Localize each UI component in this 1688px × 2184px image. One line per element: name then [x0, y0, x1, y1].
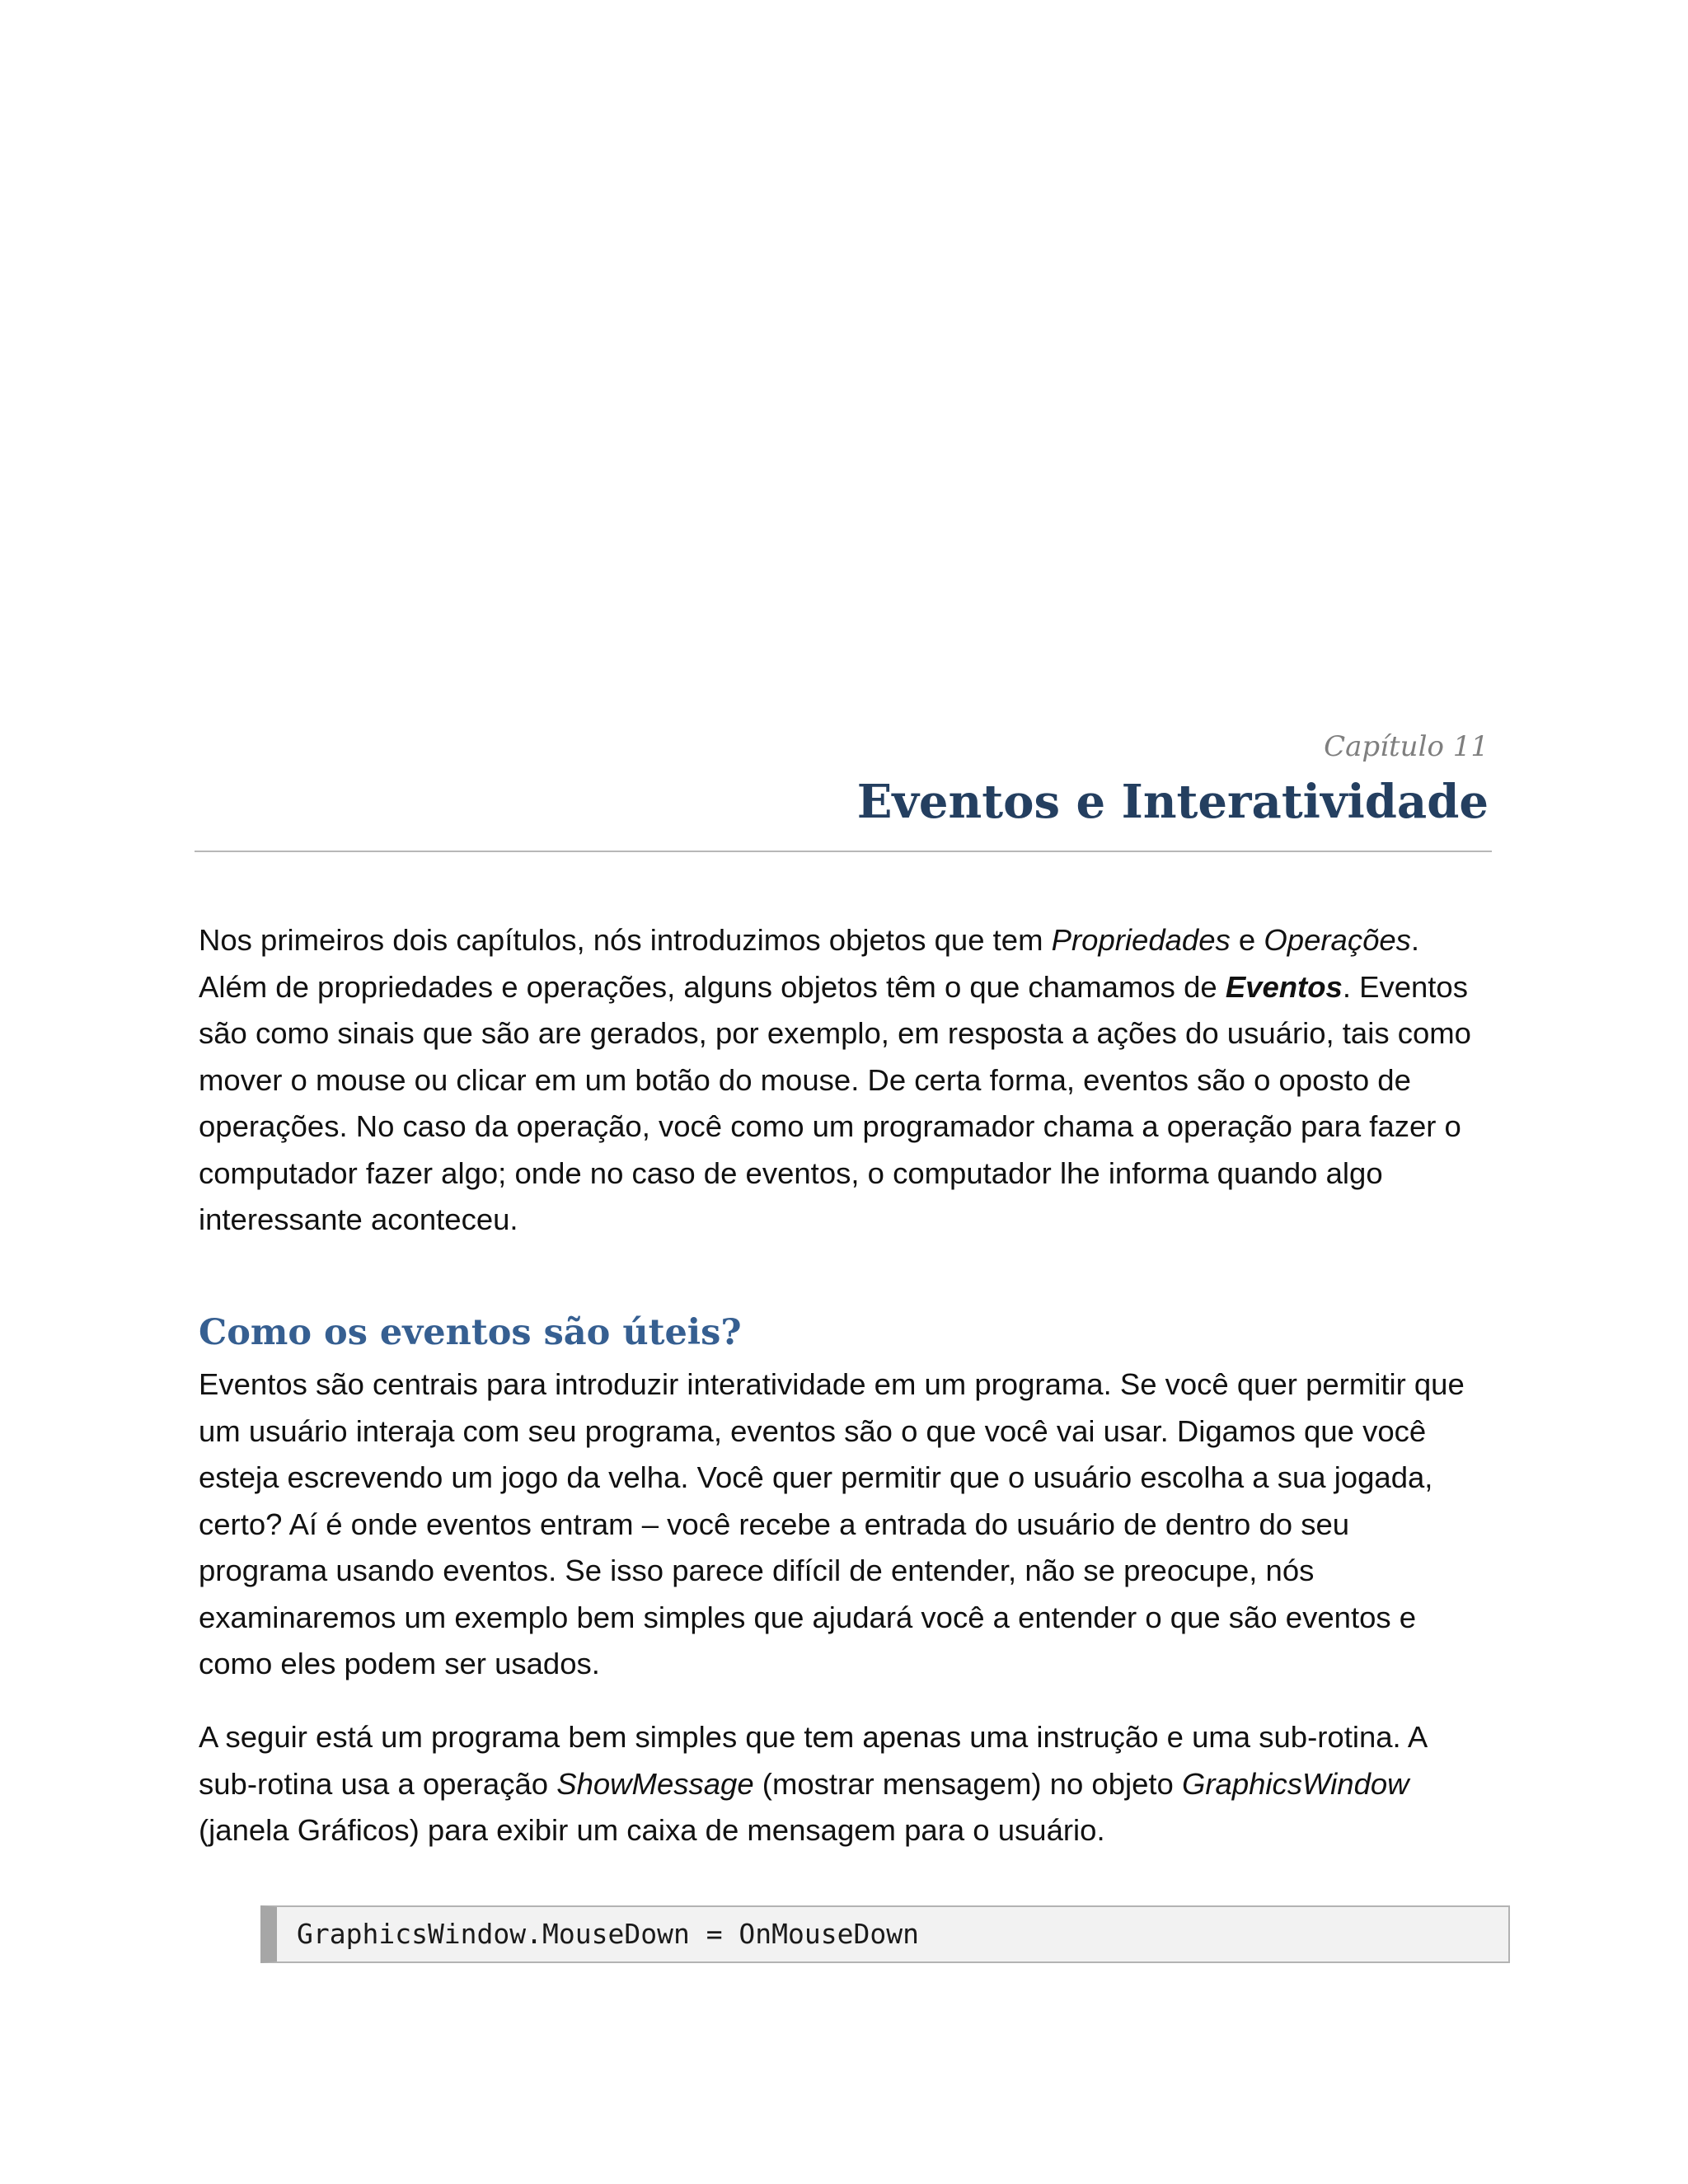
section-line: um usuário interaja com seu programa, eventos são o que você vai usar. Digamos que você: [199, 1413, 1427, 1448]
section-2-line-1: A seguir está um programa bem simples que tem apenas uma instrução e uma sub-rotina. A: [199, 1720, 1428, 1754]
section-line: programa usando eventos. Se isso parece difícil de entender, não se preocupe, nós: [199, 1554, 1315, 1587]
intro-line-1-text: Nos primeiros dois capítulos, nós introduzimos objetos que tem: [199, 923, 1052, 957]
section-line: esteja escrevendo um jogo da velha. Você quer permitir que o usuário escolha a sua jogada,: [199, 1460, 1433, 1494]
chapter-header: [195, 725, 1492, 852]
chapter-title: Eventos e Interatividade: [856, 775, 1489, 829]
intro-line-4: mover o mouse ou clicar em um botão do mouse. De certa forma, eventos são o oposto de: [199, 1062, 1411, 1097]
term-showmessage: ShowMessage: [556, 1766, 754, 1801]
intro-line-1: [199, 917, 1501, 964]
intro-line-3: são como sinais que são are gerados, por exemplo, em resposta a ações do usuário, tais como: [199, 1016, 1471, 1050]
section-paragraph-2: [199, 1714, 1501, 1854]
intro-line-5: operações. No caso da operação, você como um programador chama a operação para fazer o: [199, 1109, 1461, 1143]
term-propriedades: Propriedades: [1051, 923, 1231, 957]
section-2-line-3: (janela Gráficos) para exibir um caixa de mensagem para o usuário.: [199, 1813, 1105, 1847]
section-line: certo? Aí é onde eventos entram – você recebe a entrada do usuário de dentro do seu: [199, 1507, 1350, 1541]
section-paragraph-1: [199, 1361, 1501, 1688]
section-line: Eventos são centrais para introduzir interatividade em um programa. Se você quer permitir que: [199, 1367, 1465, 1401]
chapter-label: Capítulo 11: [1324, 730, 1489, 763]
intro-line-6: computador fazer algo; onde no caso de eventos, o computador lhe informa quando algo: [199, 1155, 1383, 1190]
section-2-line-2: [199, 1761, 1501, 1808]
intro-line-2: [199, 964, 1501, 1011]
term-graphicswindow: GraphicsWindow: [1181, 1766, 1409, 1801]
intro-paragraph: [199, 917, 1501, 1244]
intro-line-2-end: . Eventos: [1342, 969, 1468, 1004]
code-block: [260, 1905, 1510, 1963]
section-line: como eles podem ser usados.: [199, 1647, 600, 1680]
code-line: GraphicsWindow.MouseDown = OnMouseDown: [297, 1918, 919, 1950]
section-line: examinaremos um exemplo bem simples que ajudará você a entender o que são eventos e: [199, 1600, 1417, 1634]
section-2-line-2-mid: (mostrar mensagem) no objeto: [753, 1766, 1182, 1801]
section-2-line-2-text: sub-rotina usa a operação: [199, 1766, 557, 1801]
chapter-divider: [195, 851, 1492, 852]
intro-line-7: interessante aconteceu.: [199, 1202, 518, 1236]
intro-line-2-text: Além de propriedades e operações, alguns objetos têm o que chamamos de: [199, 969, 1226, 1004]
intro-line-1-mid: e: [1230, 923, 1264, 957]
term-eventos: Eventos: [1225, 969, 1343, 1004]
intro-line-1-end: .: [1410, 923, 1420, 957]
section-heading: Como os eventos são úteis?: [199, 1312, 742, 1353]
term-operacoes: Operações: [1264, 923, 1411, 957]
